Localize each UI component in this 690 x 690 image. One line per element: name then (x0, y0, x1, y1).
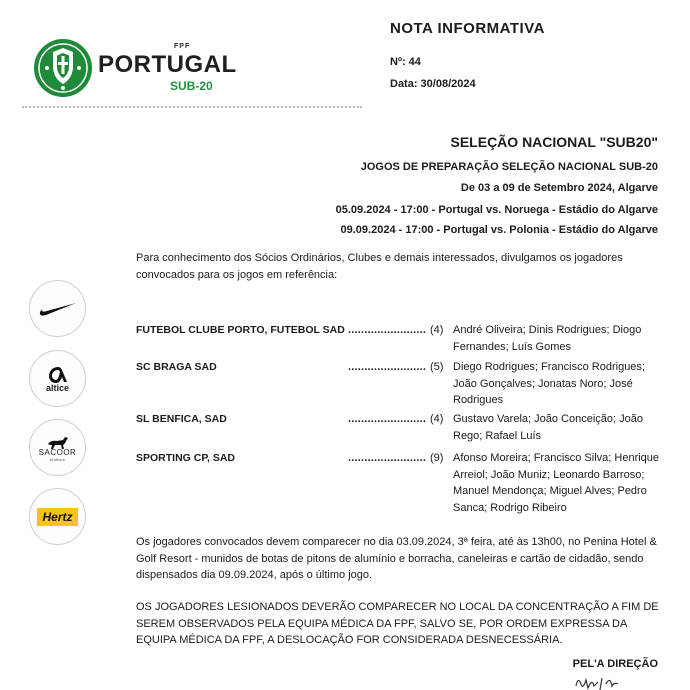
instructions-paragraph: Os jogadores convocados devem comparecer no dia 03.09.2024, 3ª feira, até às 13h00, no Penina Hotel & Golf Resort - munidos de botas de pitons de alumínio e borracha, caneleiras e cartão de cidadão, sendo dispensados dia 09.09.2024, após o último jogo. (136, 536, 657, 581)
note-title: NOTA INFORMATIVA (390, 20, 545, 37)
sacoor-label: SACOOR (38, 447, 77, 457)
club-name: SL BENFICA, SAD (136, 413, 227, 425)
club-players: Afonso Moreira; Francisco Silva; Henrique Arreiol; João Muniz; Leonardo Barroso; Manuel Mendonça; Miguel Alves; Pedro Sanca; Rodrigo Ribeiro (453, 452, 660, 514)
club-players: André Oliveira; Dinis Rodrigues; Diogo Fernandes; Luís Gomes (453, 324, 642, 353)
club-player-count: (9) (430, 452, 444, 464)
club-row (136, 359, 664, 406)
club-players: Diego Rodrigues; Francisco Rodrigues; João Gonçalves; Jonatas Noro; José Rodrigues (453, 361, 645, 406)
club-leader-dots: ........................ (348, 361, 427, 373)
altice-label: altice (45, 382, 69, 393)
injured-players-notice: OS JOGADORES LESIONADOS DEVERÃO COMPARECER NO LOCAL DA CONCENTRAÇÃO A FIM DE SEREM OBSERVADOS PELA EQUIPA MÉDICA DA FPF, SALVO SE, POR ORDEM EXPRESSA DA EQUIPA MÉDICA DA FPF, A DESLOCAÇÃO FOR CONSIDERADA DESNECESSÁRIA. (136, 601, 659, 646)
club-row (136, 450, 664, 514)
event-dates: De 03 a 09 de Setembro 2024, Algarve (460, 182, 658, 194)
match-1: 05.09.2024 - 17:00 - Portugal vs. Noruega - Estádio do Algarve (335, 204, 658, 216)
header-divider (22, 106, 362, 108)
club-player-count: (4) (430, 413, 444, 425)
club-row (136, 411, 664, 451)
fpf-crest-icon (33, 38, 93, 98)
note-number: Nº: 44 (390, 56, 421, 68)
brand-subtitle: SUB-20 (170, 79, 213, 93)
sacoor-sublabel: brothers (50, 456, 65, 462)
sponsor-altice (29, 350, 86, 407)
club-player-count: (5) (430, 361, 444, 373)
sponsor-nike (29, 280, 86, 337)
sponsor-hertz (29, 488, 86, 545)
games-subtitle: JOGOS DE PREPARAÇÃO SELEÇÃO NACIONAL SUB-20 (360, 161, 658, 173)
club-leader-dots: ........................ (348, 452, 427, 464)
club-name: FUTEBOL CLUBE PORTO, FUTEBOL SAD (136, 324, 345, 336)
fpf-label: FPF (174, 43, 191, 50)
sponsor-sacoor (29, 419, 86, 476)
match-2: 09.09.2024 - 17:00 - Portugal vs. Polonia - Estádio do Algarve (340, 224, 658, 236)
altice-a-icon (46, 365, 70, 385)
signature-label: PEL'A DIREÇÃO (572, 658, 658, 670)
intro-paragraph: Para conhecimento dos Sócios Ordinários, Clubes e demais interessados, divulgamos os jogadores convocados para os jogos em referência: (136, 252, 623, 281)
club-row (136, 322, 664, 362)
brand-name: PORTUGAL (98, 51, 237, 78)
note-date: Data: 30/08/2024 (390, 78, 476, 90)
nike-swoosh-icon (38, 300, 78, 318)
club-leader-dots: ........................ (348, 413, 427, 425)
club-name: SC BRAGA SAD (136, 361, 217, 373)
club-name: SPORTING CP, SAD (136, 452, 235, 464)
club-player-count: (4) (430, 324, 444, 336)
handwritten-signature (572, 672, 632, 690)
club-leader-dots: ........................ (348, 324, 427, 336)
club-players: Gustavo Varela; João Conceição; João Rego; Rafael Luís (453, 413, 643, 442)
selection-title: SELEÇÃO NACIONAL "SUB20" (450, 134, 658, 150)
hertz-label: Hertz (37, 508, 77, 526)
